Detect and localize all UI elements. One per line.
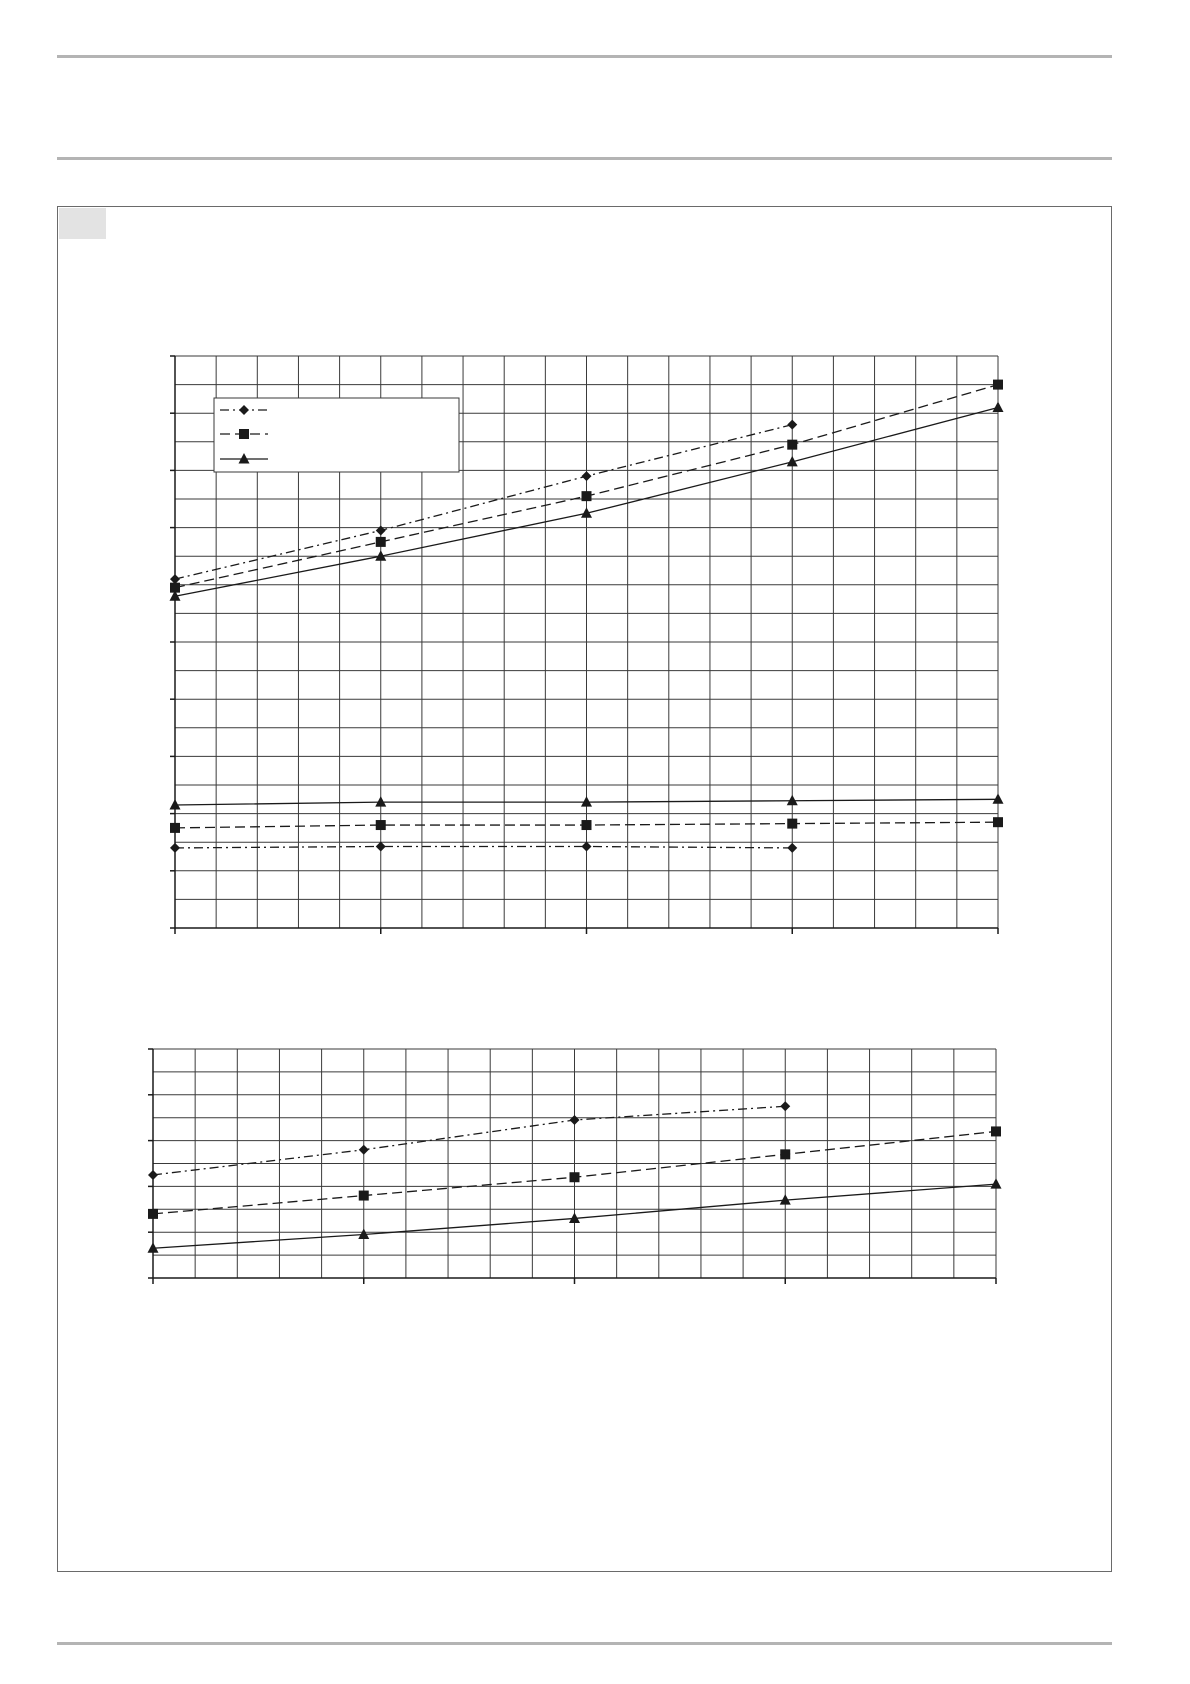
legend-entry-1-marker [239,429,249,439]
bottom-chart-series-1-point [780,1149,790,1159]
top-chart-series-4-point [787,819,797,829]
top-chart-series-4-point [376,820,386,830]
top-chart-series-1-point [787,440,797,450]
top-chart-series-5-point [787,843,797,853]
top-chart-series-1-point [582,491,592,501]
legend-box [214,398,459,472]
top-chart-series-3-point [993,793,1004,804]
top-chart-series-3-point [581,796,592,807]
bottom-chart-series-2-point [991,1178,1002,1189]
top-chart-series-3-point [170,799,181,810]
top-chart-series-5-point [376,841,386,851]
top-chart-series-2-point [993,401,1004,412]
bottom-chart-series-1-point [570,1172,580,1182]
top-chart-series-5-line [175,846,792,847]
bottom-chart-series-1-point [359,1191,369,1201]
bottom-chart-series-0-point [780,1101,790,1111]
top-chart-series-4-point [170,823,180,833]
top-chart-series-5-point [170,843,180,853]
top-chart-series-0-point [376,525,386,535]
bottom-chart-series-0-point [359,1145,369,1155]
top-chart-series-0-point [787,420,797,430]
top-chart-series-1-point [376,537,386,547]
bottom-chart-series-1-point [991,1126,1001,1136]
top-chart-series-5-point [582,841,592,851]
top-chart-series-4-point [993,817,1003,827]
bottom-chart-series-0-point [148,1170,158,1180]
top-chart-series-3-point [787,795,798,806]
bottom-chart-series-0-point [570,1115,580,1125]
top-chart-series-0-point [582,471,592,481]
bottom-chart-series-1-point [148,1209,158,1219]
top-chart-series-4-point [582,820,592,830]
top-chart-series-0-point [170,574,180,584]
top-chart-series-1-point [993,380,1003,390]
top-chart-series-3-point [375,796,386,807]
